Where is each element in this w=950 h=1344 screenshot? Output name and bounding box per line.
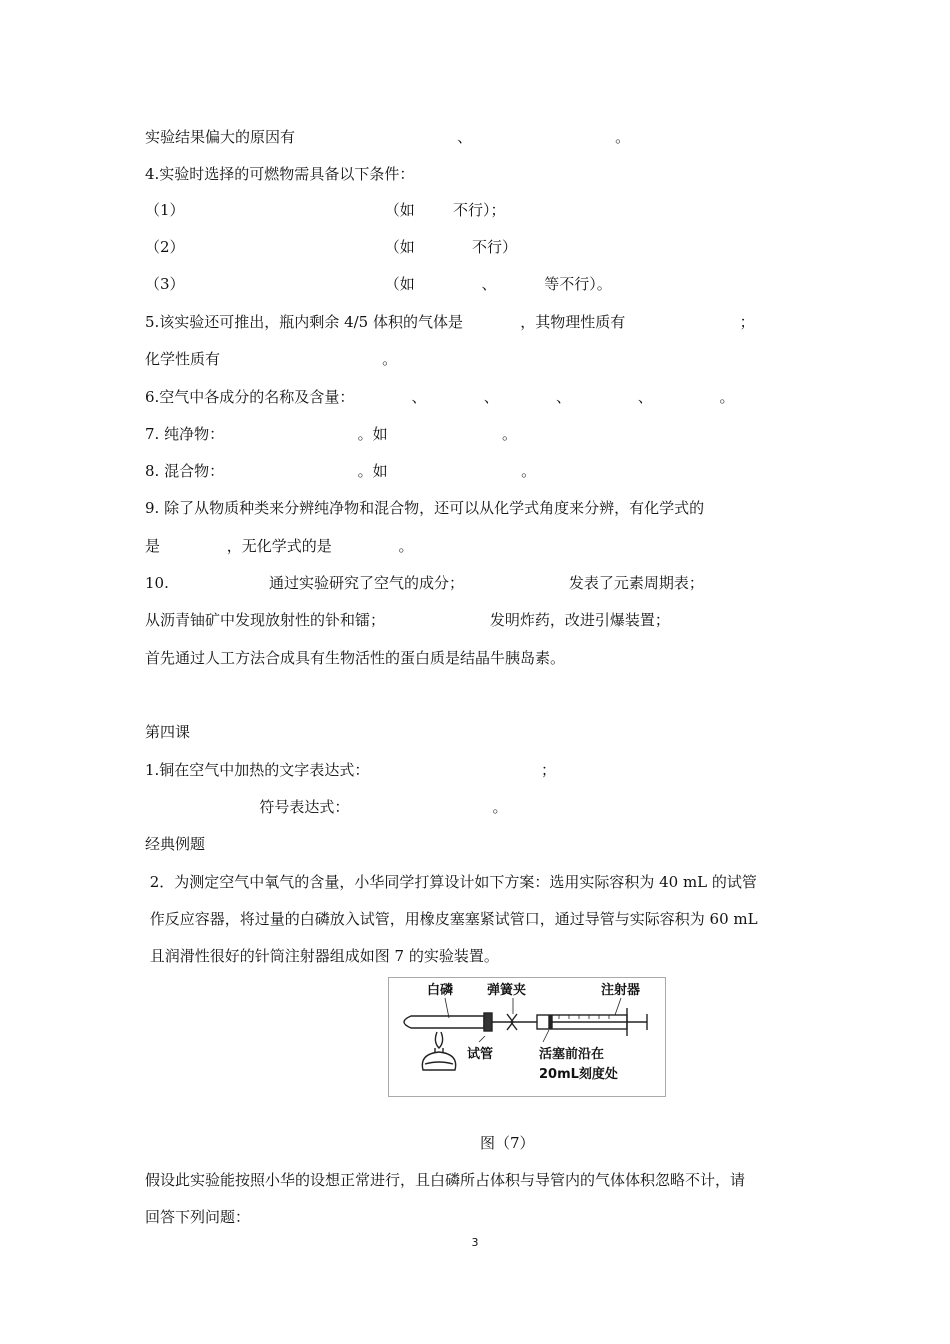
text-line-14: 从沥青铀矿中发现放射性的钋和镭； 发明炸药，改进引爆装置； [145,611,670,629]
flame-shape [435,1032,442,1048]
text-line-5: （3） （如 、 等不行）。 [145,275,612,293]
text-line-12: 是 ，无化学式的是 。 [145,537,414,555]
text-line-2: 4.实验时选择的可燃物需具备以下条件： [145,165,415,183]
text-line-15: 首先通过人工方法合成具有生物活性的蛋白质是结晶牛胰岛素。 [145,649,566,667]
alcohol-lamp [422,1052,455,1070]
example-heading: 经典例题 [145,835,206,853]
text-line-4: （2） （如 不行） [145,238,518,256]
text-line-24: 回答下列问题： [145,1208,251,1226]
label-syringe: 注射器 [601,983,641,998]
label-white-phosphorus: 白磷 [427,983,454,998]
section-heading: 第四课 [145,723,191,741]
apparatus-drawing [389,978,665,1096]
text-line-21: 作反应容器，将过量的白磷放入试管，用橡皮塞塞紧试管口，通过导管与实际容积为 60 mL [145,910,758,928]
text-line-1: 实验结果偏大的原因有 、 。 [145,128,631,146]
text-line-6: 5.该实验还可推出，瓶内剩余 4/5 体积的气体是 ，其物理性质有 ； [145,313,755,331]
apparatus-figure [388,977,666,1097]
text-line-11: 9. 除了从物质种类来分辨纯净物和混合物，还可以从化学式角度来分辨，有化学式的 [145,499,705,517]
label-test-tube: 试管 [467,1047,494,1062]
page-number: 3 [471,1236,479,1249]
label-spring-clip: 弹簧夹 [487,983,527,998]
text-line-10: 8. 混合物： 。如 。 [145,462,537,480]
text-line-23: 假设此实验能按照小华的设想正常进行，且白磷所占体积与导管内的气体体积忽略不计，请 [145,1171,746,1189]
text-line-8: 6.空气中各成分的名称及含量： 、 、 、 、 。 [145,388,735,406]
text-line-9: 7. 纯净物： 。如 。 [145,425,518,443]
figure-caption: 图（7） [480,1134,535,1152]
test-tube-shape [404,1016,484,1028]
text-line-3: （1） （如 不行）； [145,201,506,219]
text-line-20: 2．为测定空气中氧气的含量，小华同学打算设计如下方案：选用实际容积为 40 mL 的试管 [145,873,757,891]
rubber-stopper [484,1013,492,1031]
text-line-13: 10. 通过实验研究了空气的成分； 发表了元素周期表； [145,574,704,592]
label-piston-line1: 活塞前沿在 [539,1047,605,1062]
text-line-7: 化学性质有 。 [145,350,398,368]
text-line-17: 1.铜在空气中加热的文字表达式： ； [145,761,556,779]
text-line-18: 符号表达式： 。 [145,798,508,816]
label-piston-line2: 20mL刻度处 [539,1067,618,1082]
text-line-22: 且润滑性很好的针筒注射器组成如图 7 的实验装置。 [145,947,499,965]
